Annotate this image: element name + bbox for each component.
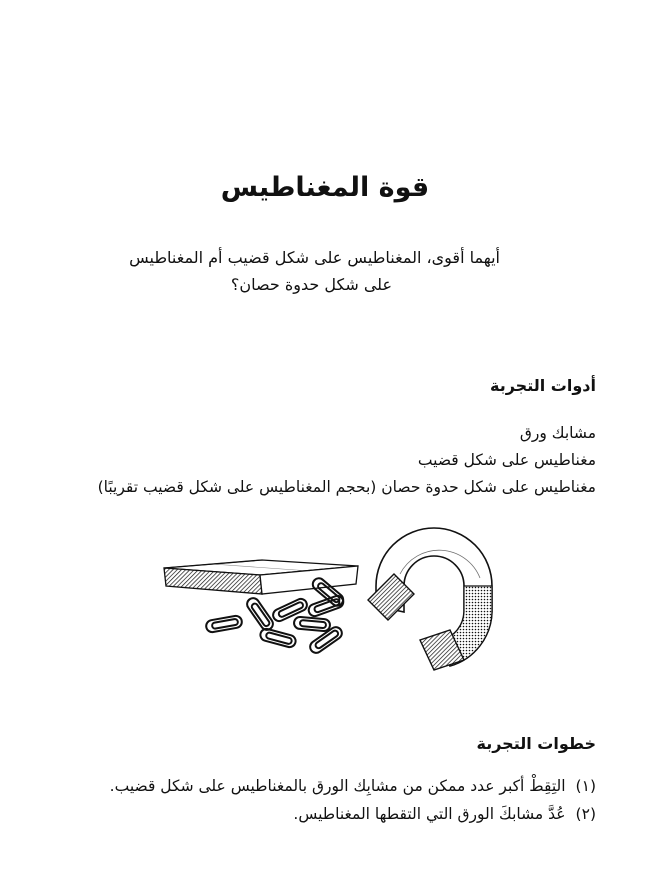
- question-text: [100, 244, 500, 298]
- page-title: قوة المغناطيس: [220, 172, 430, 203]
- tools-heading: أدوات التجربة: [490, 376, 596, 395]
- tools-item-paper-clips: مشابك ورق: [519, 424, 596, 442]
- step-text: التِقِطْ أكبر عدد ممكن من مشابِك الورق بالمغناطيس على شكل قضيب.: [109, 777, 566, 795]
- paper-clip-icon: [205, 615, 243, 633]
- horseshoe-magnet-icon: [368, 528, 492, 670]
- step-text: عُدَّ مشابكَ الورق التي التقطها المغناطيس.: [293, 805, 566, 823]
- step-item: [36, 772, 596, 800]
- steps-heading: خطوات التجربة: [476, 734, 596, 753]
- step-number: (١): [575, 777, 596, 795]
- question-line-2: على شكل حدوة حصان؟: [230, 275, 392, 294]
- steps-list: [36, 772, 596, 828]
- paper-clip-icon: [294, 616, 331, 631]
- tools-list: [36, 420, 596, 501]
- tools-item-bar-magnet: مغناطيس على شكل قضيب: [417, 451, 596, 469]
- magnets-illustration: [150, 520, 510, 680]
- step-item: [36, 800, 596, 828]
- paper-clip-icon: [259, 628, 297, 649]
- paper-clip-icon: [271, 597, 309, 623]
- paper-clip-icon: [245, 596, 275, 632]
- step-number: (٢): [575, 805, 596, 823]
- tools-item-horseshoe-magnet: مغناطيس على شكل حدوة حصان (بحجم المغناطيس على شكل قضيب تقريبًا): [97, 478, 596, 496]
- question-line-1: أيهما أقوى، المغناطيس على شكل قضيب أم المغناطيس: [129, 248, 500, 267]
